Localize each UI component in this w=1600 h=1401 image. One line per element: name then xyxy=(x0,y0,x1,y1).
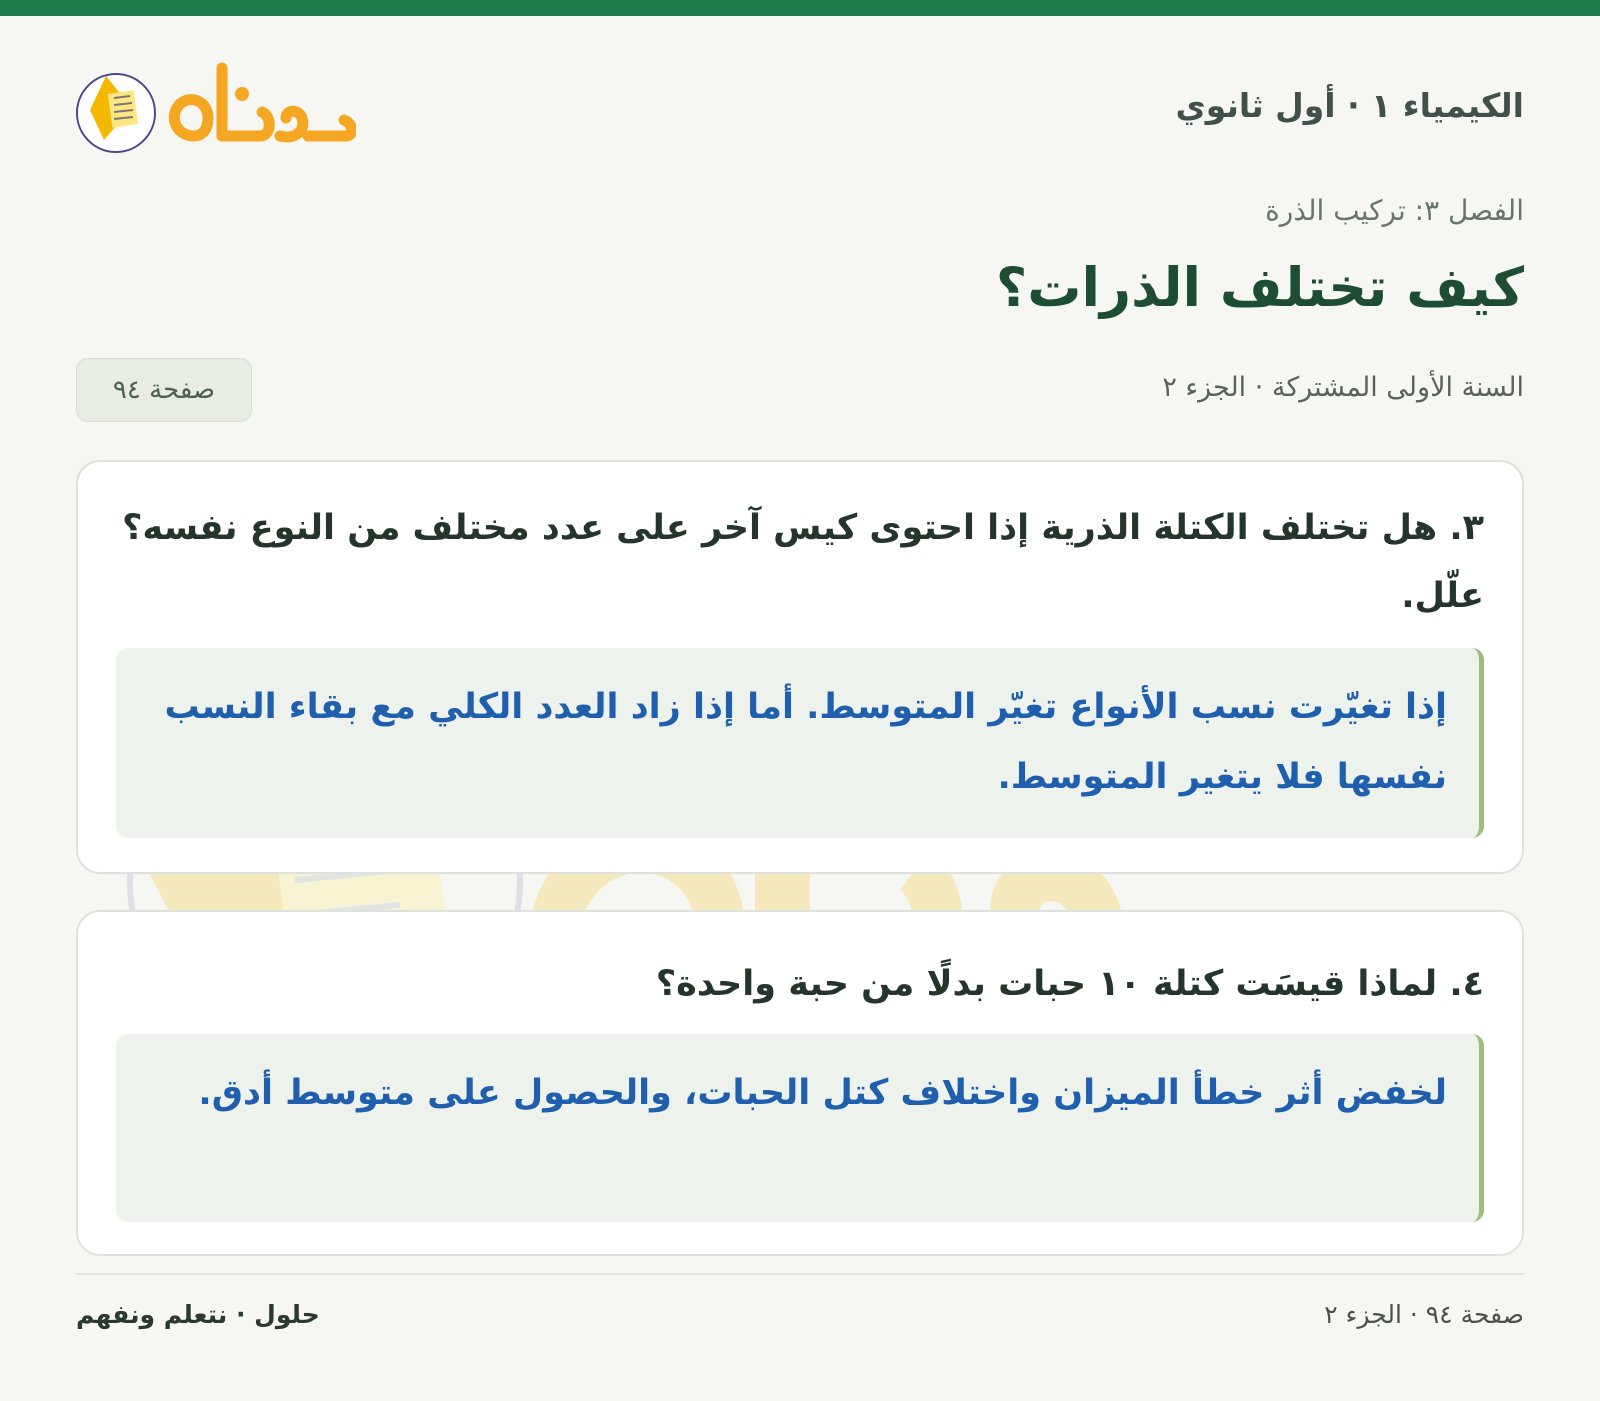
hulul-logo-icon[interactable] xyxy=(76,58,356,178)
page-badge: صفحة ٩٤ xyxy=(76,358,252,422)
course-meta: السنة الأولى المشتركة · الجزء ٢ xyxy=(1162,372,1524,403)
top-accent-bar xyxy=(0,0,1600,16)
chapter-label: الفصل ٣: تركيب الذرة xyxy=(1265,194,1524,227)
question-text: ٤. لماذا قيسَت كتلة ١٠ حبات بدلًا من حبة واحدة؟ xyxy=(655,964,1484,1004)
lesson-title: كيف تختلف الذرات؟ xyxy=(995,256,1524,319)
page-header xyxy=(76,56,1524,176)
page xyxy=(76,16,1524,1401)
question-text: ٣. هل تختلف الكتلة الذرية إذا احتوى كيس آخر على عدد مختلف من النوع نفسه؟ علّل. xyxy=(122,508,1484,616)
answer-box: لخفض أثر خطأ الميزان واختلاف كتل الحبات، والحصول على متوسط أدق. xyxy=(116,1034,1484,1222)
footer-brand: حلول · نتعلم ونفهم xyxy=(76,1300,320,1329)
question-card xyxy=(76,910,1524,1256)
footer-page-info: صفحة ٩٤ · الجزء ٢ xyxy=(1324,1300,1524,1329)
answer-box: إذا تغيّرت نسب الأنواع تغيّر المتوسط. أما إذا زاد العدد الكلي مع بقاء النسب نفسها فلا يتغير المتوسط. xyxy=(116,648,1484,838)
footer-divider xyxy=(76,1273,1524,1275)
question-card xyxy=(76,460,1524,874)
book-title: الكيمياء ١ · أول ثانوي xyxy=(1175,86,1524,125)
